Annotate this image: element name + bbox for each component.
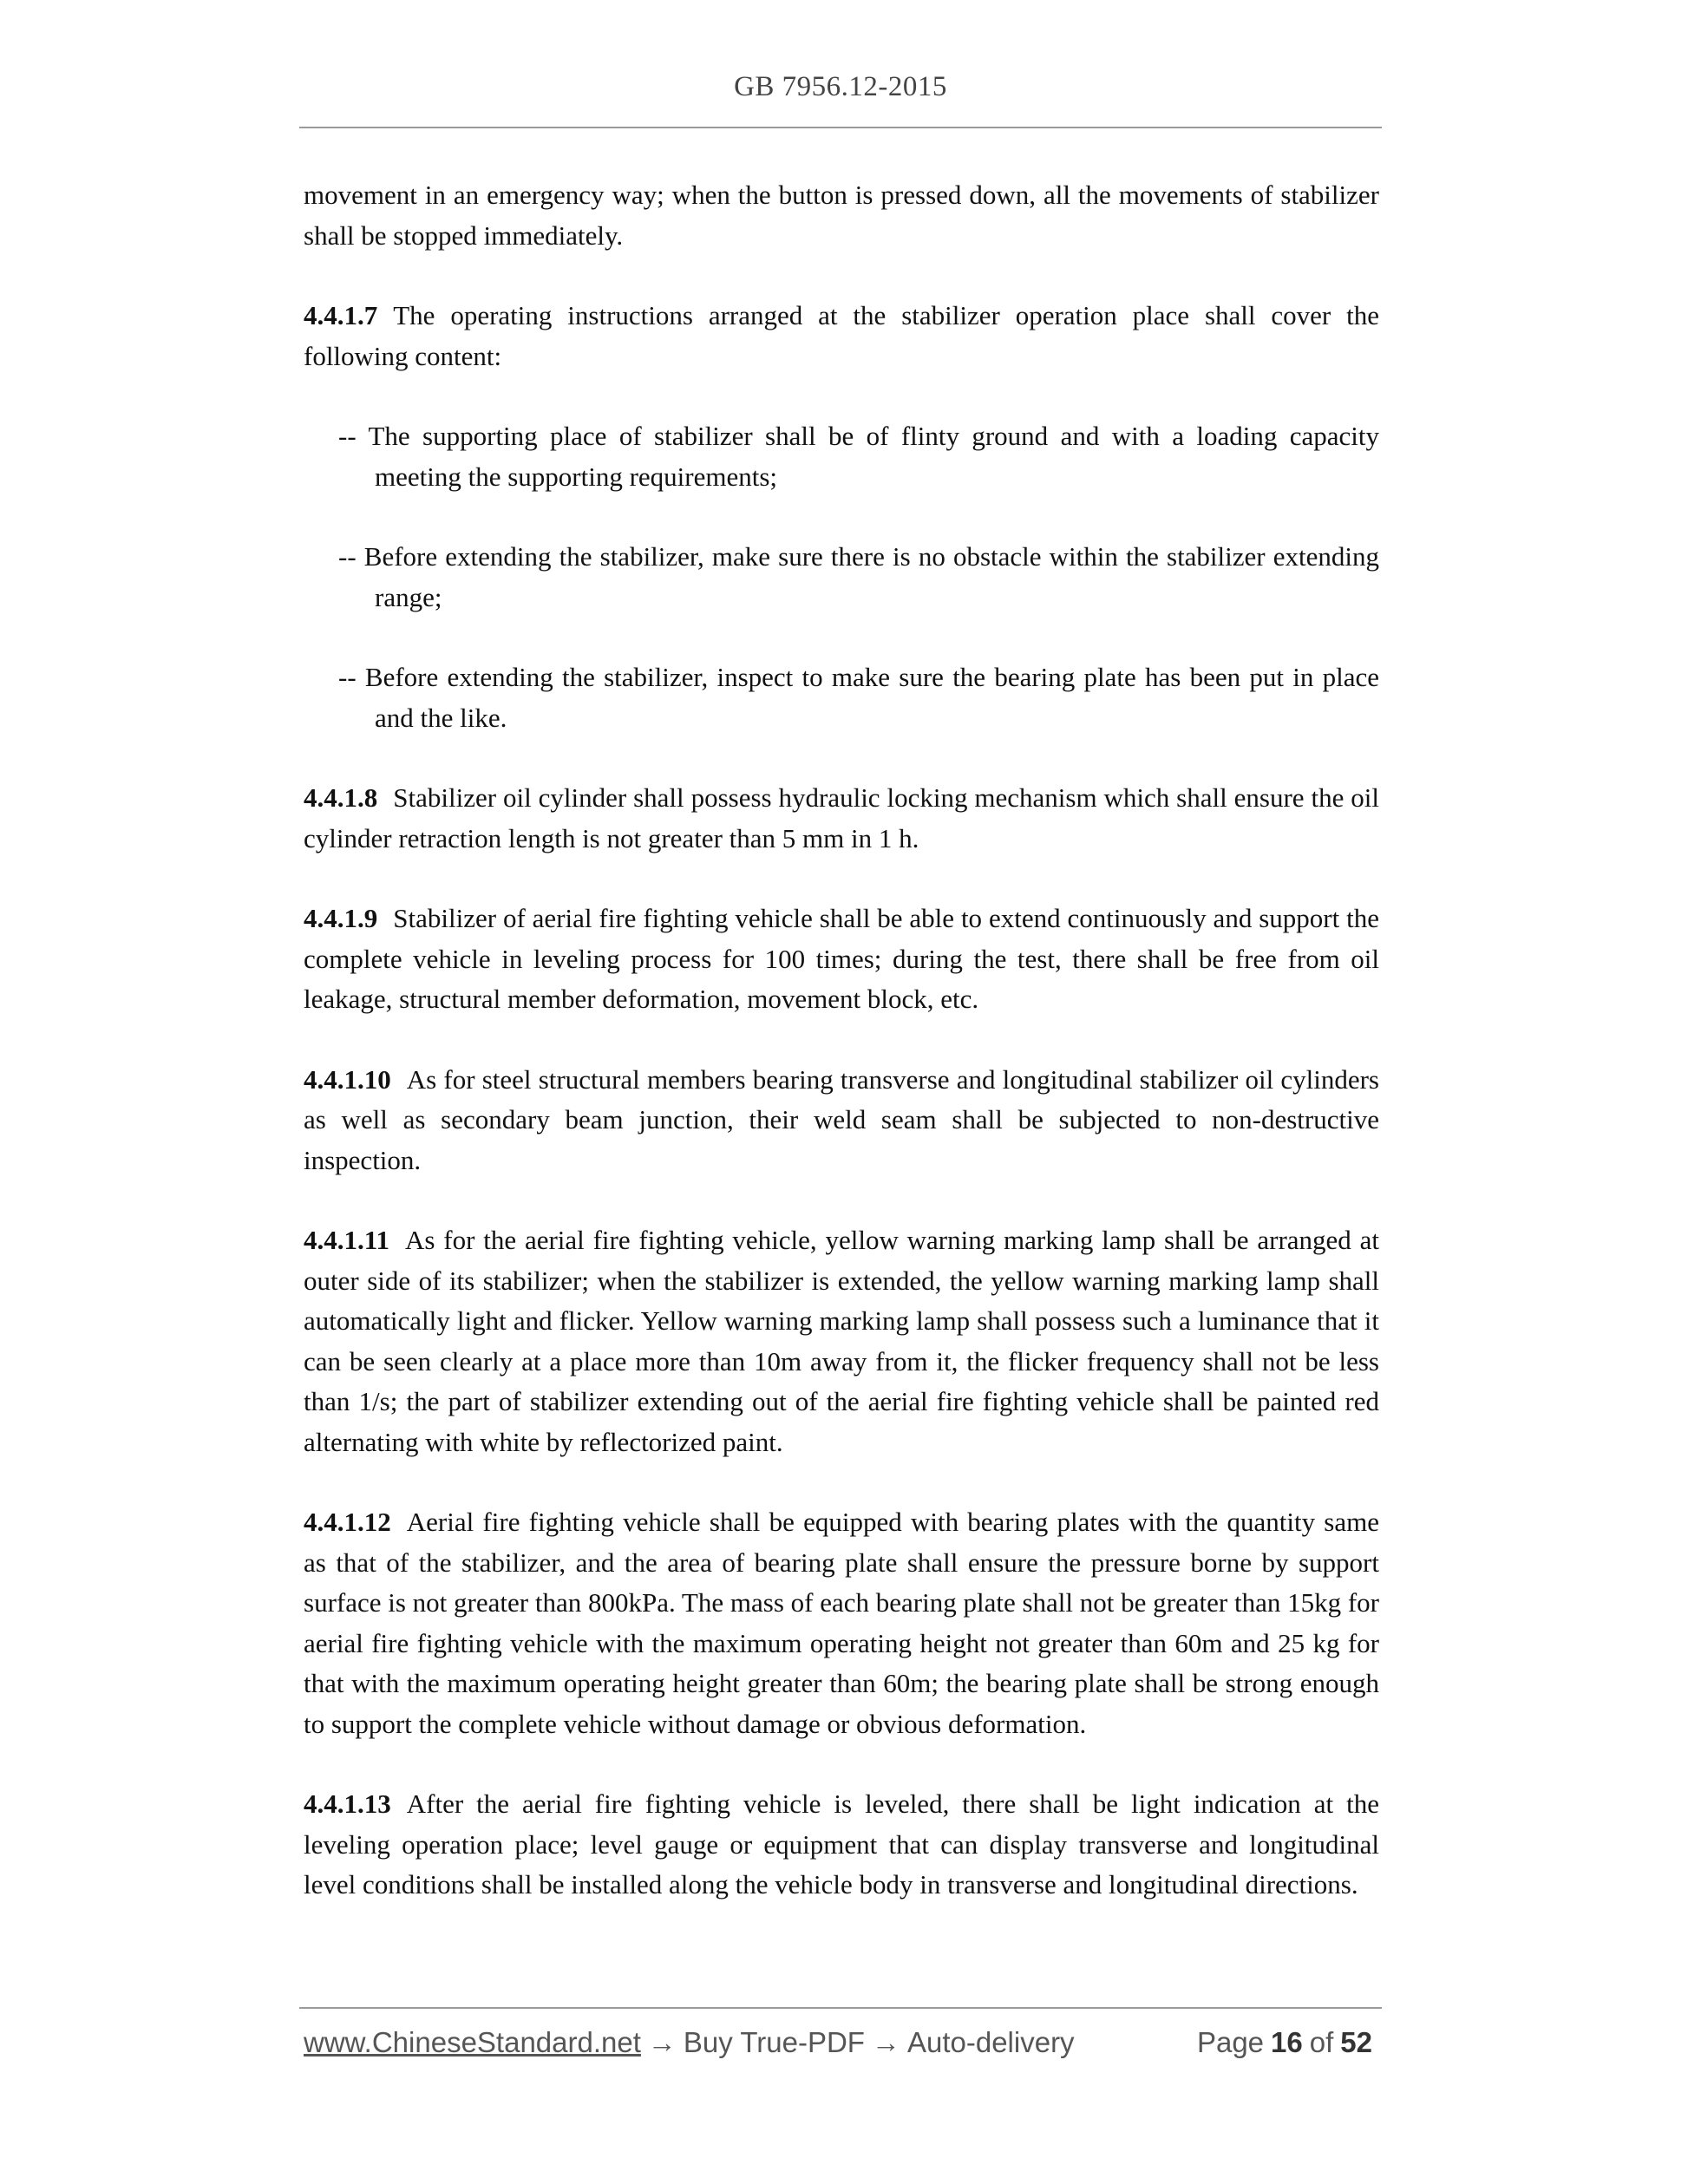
clause-4-4-1-11 (304, 1220, 1379, 1462)
buy-true-pdf-text: Buy True-PDF (683, 2026, 865, 2058)
clause-text: As for steel structural members bearing transverse and longitudinal stabilizer oil cylinders as well as secondary beam junction, their weld seam shall be subjected to non-destructive inspection. (304, 1063, 1379, 1175)
current-page-number: 16 (1271, 2026, 1303, 2058)
arrow-right-icon: → (647, 2026, 677, 2058)
clause-4-4-1-9 (304, 899, 1379, 1020)
page-indicator (1197, 2026, 1379, 2059)
footer-divider (299, 2007, 1382, 2009)
clause-4-4-1-7 (304, 296, 1379, 376)
clause-4-4-1-10 (304, 1060, 1379, 1181)
list-item: -- The supporting place of stabilizer shall be of flinty ground and with a loading capacity meeting the supporting requirements; (338, 421, 1379, 492)
clause-number: 4.4.1.7 (304, 300, 378, 330)
clause-text: Aerial fire fighting vehicle shall be equipped with bearing plates with the quantity same as that of the stabilizer, and the area of bearing plate shall ensure the pressure borne by support surface is not greater than 800kPa. The mass of each bearing plate shall not be greater than 15kg for aerial fire fighting vehicle with the maximum operating height not greater than 60m and 25 kg for that with the maximum operating height greater than 60m; the bearing plate shall be strong enough to support the complete vehicle without damage or obvious deformation. (304, 1507, 1379, 1739)
page-footer (304, 2026, 1379, 2059)
auto-delivery-text: Auto-delivery (906, 2026, 1075, 2058)
footer-links (304, 2026, 1075, 2059)
clause-text: Stabilizer of aerial fire fighting vehicle shall be able to extend continuously and support the complete vehicle in leveling process for 100 times; during the test, there shall be free from oil leakage, structural member deformation, movement block, etc. (304, 903, 1379, 1014)
arrow-right-icon: → (871, 2026, 900, 2058)
clause-text: Stabilizer oil cylinder shall possess hydraulic locking mechanism which shall ensure the oil cylinder retraction length is not greater than 5 mm in 1 h. (304, 782, 1379, 853)
clause-number: 4.4.1.13 (304, 1788, 391, 1819)
page-label: Page (1196, 2026, 1265, 2058)
list-item: -- Before extending the stabilizer, inspect to make sure the bearing plate has been put in place and the like. (338, 662, 1379, 733)
continuation-paragraph: movement in an emergency way; when the button is pressed down, all the movements of stabilizer shall be stopped immediately. (304, 180, 1379, 251)
clause-number: 4.4.1.11 (304, 1225, 390, 1255)
chinesestandard-link[interactable]: www.ChineseStandard.net (304, 2026, 641, 2058)
clause-text: The operating instructions arranged at the stabilizer operation place shall cover the following content: (304, 300, 1379, 371)
page-header-standard-code: GB 7956.12-2015 (734, 71, 947, 102)
of-label: of (1309, 2026, 1334, 2058)
list-item: -- Before extending the stabilizer, make sure there is no obstacle within the stabilizer extending range; (338, 541, 1379, 612)
clause-number: 4.4.1.10 (304, 1063, 391, 1095)
total-page-number: 52 (1340, 2026, 1372, 2058)
clause-number: 4.4.1.9 (304, 903, 378, 933)
clause-4-4-1-13 (304, 1784, 1379, 1906)
clause-text: As for the aerial fire fighting vehicle, yellow warning marking lamp shall be arranged at outer side of its stabilizer; when the stabilizer is extended, the yellow warning marking lamp shall automatically light and flicker. Yellow warning marking lamp shall possess such a luminance that it can be seen clearly at a place more than 10m away from it, the flicker frequency shall not be less than 1/s; the part of stabilizer extending out of the aerial fire fighting vehicle shall be painted red alternating with white by reflectorized paint. (304, 1225, 1379, 1457)
clause-text: After the aerial fire fighting vehicle is leveled, there shall be light indication at the leveling operation place; level gauge or equipment that can display transverse and longitudinal level conditions shall be installed along the vehicle body in transverse and longitudinal directions. (304, 1788, 1379, 1900)
clause-4-4-1-8 (304, 778, 1379, 859)
document-body (304, 175, 1379, 1945)
clause-4-4-1-12 (304, 1502, 1379, 1744)
clause-number: 4.4.1.12 (304, 1507, 391, 1537)
header-divider (299, 127, 1382, 128)
clause-number: 4.4.1.8 (304, 782, 378, 813)
